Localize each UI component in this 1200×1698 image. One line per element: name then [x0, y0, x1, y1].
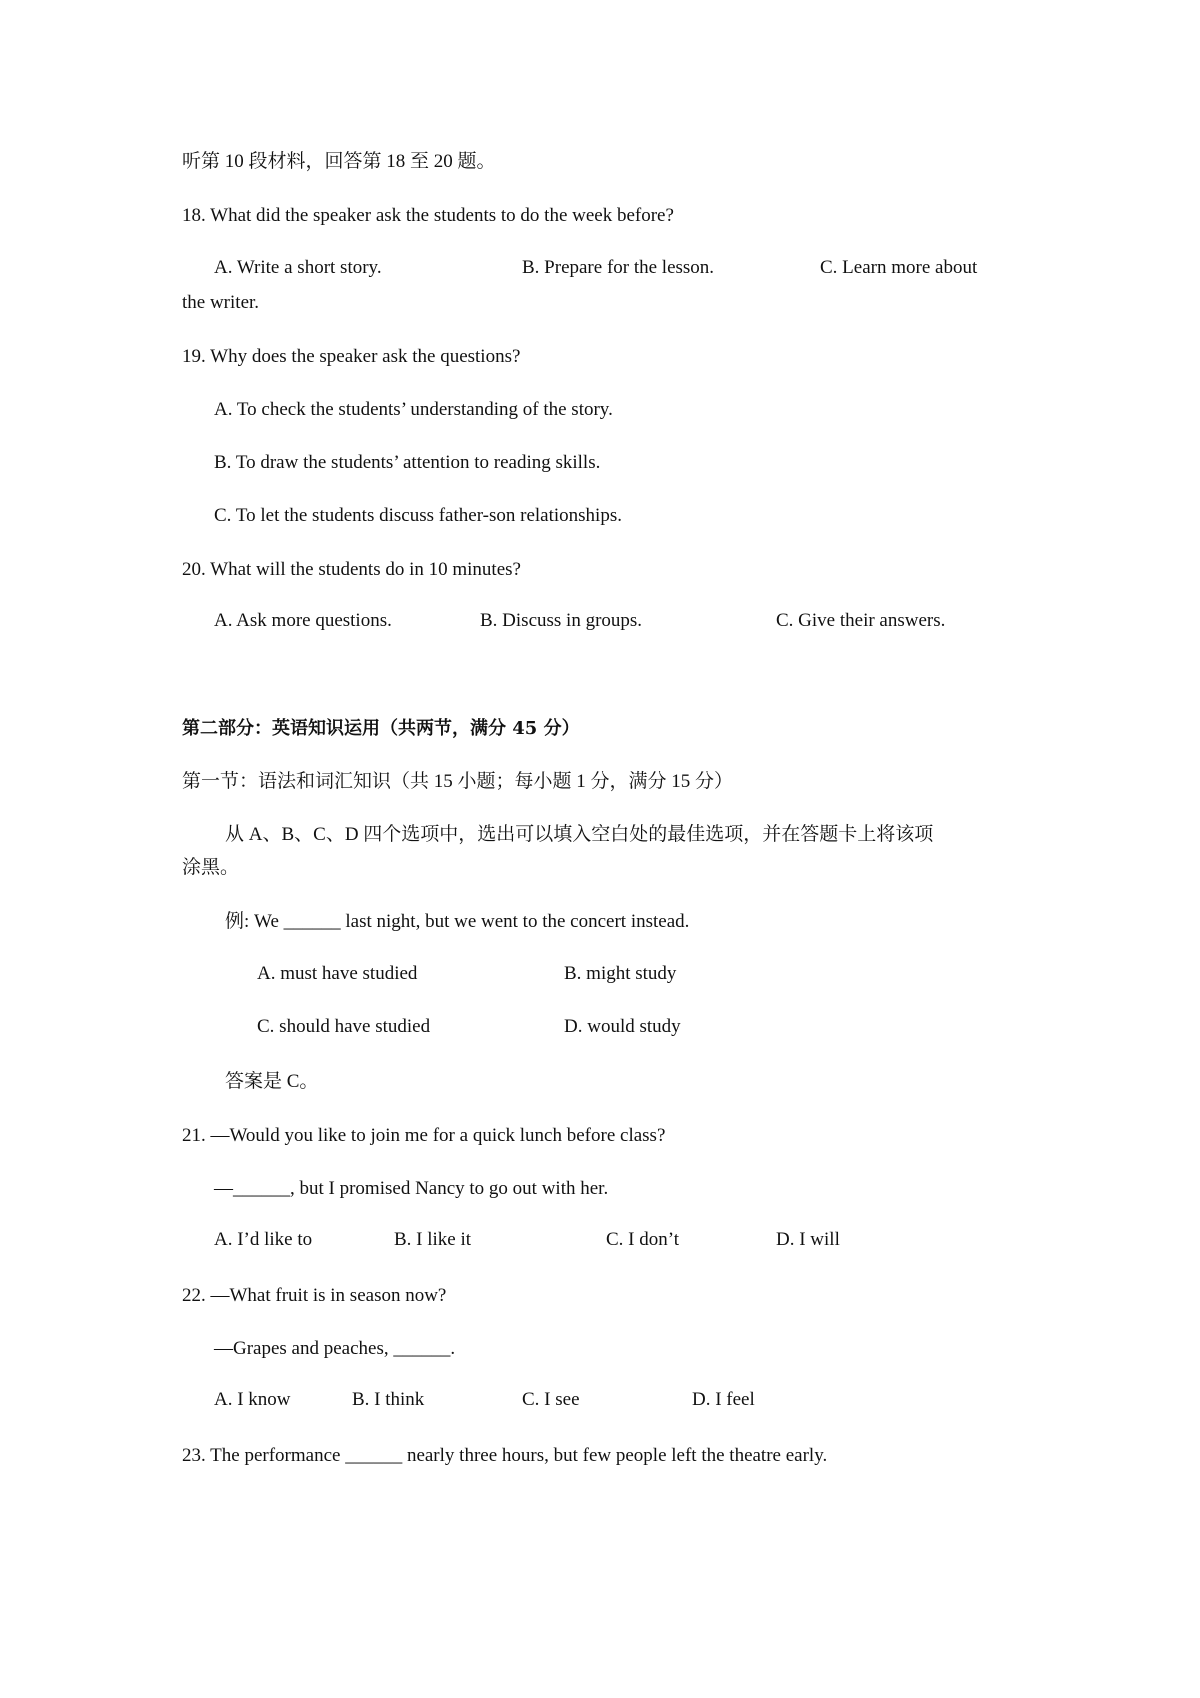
- q22-option-a: A. I know: [214, 1389, 291, 1410]
- q18-option-c-continued: the writer.: [182, 292, 260, 313]
- question-22-stem: 22. —What fruit is in season now?: [182, 1285, 447, 1306]
- example-option-b: B. might study: [564, 963, 677, 984]
- q20-option-b: B. Discuss in groups.: [480, 610, 643, 631]
- q18-option-b: B. Prepare for the lesson.: [522, 257, 715, 278]
- question-21-stem: 21. —Would you like to join me for a quick lunch before class?: [182, 1125, 666, 1146]
- q21-option-b: B. I like it: [394, 1229, 472, 1250]
- q21-option-d: D. I will: [776, 1229, 840, 1250]
- question-20-stem: 20. What will the students do in 10 minutes?: [182, 559, 521, 580]
- question-22-reply: —Grapes and peaches, ______.: [214, 1338, 456, 1359]
- q19-option-a: A. To check the students’ understanding of the story.: [214, 399, 613, 420]
- q19-option-c: C. To let the students discuss father-son relationships.: [214, 505, 622, 526]
- question-23-stem: 23. The performance ______ nearly three hours, but few people left the theatre early.: [182, 1445, 828, 1466]
- q22-option-d: D. I feel: [692, 1389, 755, 1410]
- q21-option-c: C. I don’t: [606, 1229, 680, 1250]
- q22-option-c: C. I see: [522, 1389, 580, 1410]
- q18-option-a: A. Write a short story.: [214, 257, 382, 278]
- instruction-line-2: 涂黑。: [182, 857, 240, 878]
- section-intro: 听第 10 段材料，回答第 18 至 20 题。: [182, 151, 496, 172]
- q22-option-b: B. I think: [352, 1389, 425, 1410]
- q21-option-a: A. I’d like to: [214, 1229, 313, 1250]
- part-2-title: 第二部分：英语知识运用（共两节，满分 45 分）: [182, 718, 580, 739]
- question-18-stem: 18. What did the speaker ask the students to do the week before?: [182, 205, 674, 226]
- question-21-reply: —______, but I promised Nancy to go out with her.: [214, 1178, 609, 1199]
- example-option-d: D. would study: [564, 1016, 681, 1037]
- q20-option-a: A. Ask more questions.: [214, 610, 392, 631]
- example-stem: 例: We ______ last night, but we went to the concert instead.: [225, 911, 690, 932]
- q18-option-c: C. Learn more about: [820, 257, 978, 278]
- example-option-a: A. must have studied: [257, 963, 418, 984]
- q20-option-c: C. Give their answers.: [776, 610, 946, 631]
- section-1-title: 第一节：语法和词汇知识（共 15 小题；每小题 1 分，满分 15 分）: [182, 771, 734, 792]
- example-answer: 答案是 C。: [225, 1071, 319, 1092]
- q19-option-b: B. To draw the students’ attention to reading skills.: [214, 452, 601, 473]
- example-option-c: C. should have studied: [257, 1016, 431, 1037]
- instruction-line-1: 从 A、B、C、D 四个选项中，选出可以填入空白处的最佳选项，并在答题卡上将该项: [225, 824, 934, 845]
- question-19-stem: 19. Why does the speaker ask the questions?: [182, 346, 521, 367]
